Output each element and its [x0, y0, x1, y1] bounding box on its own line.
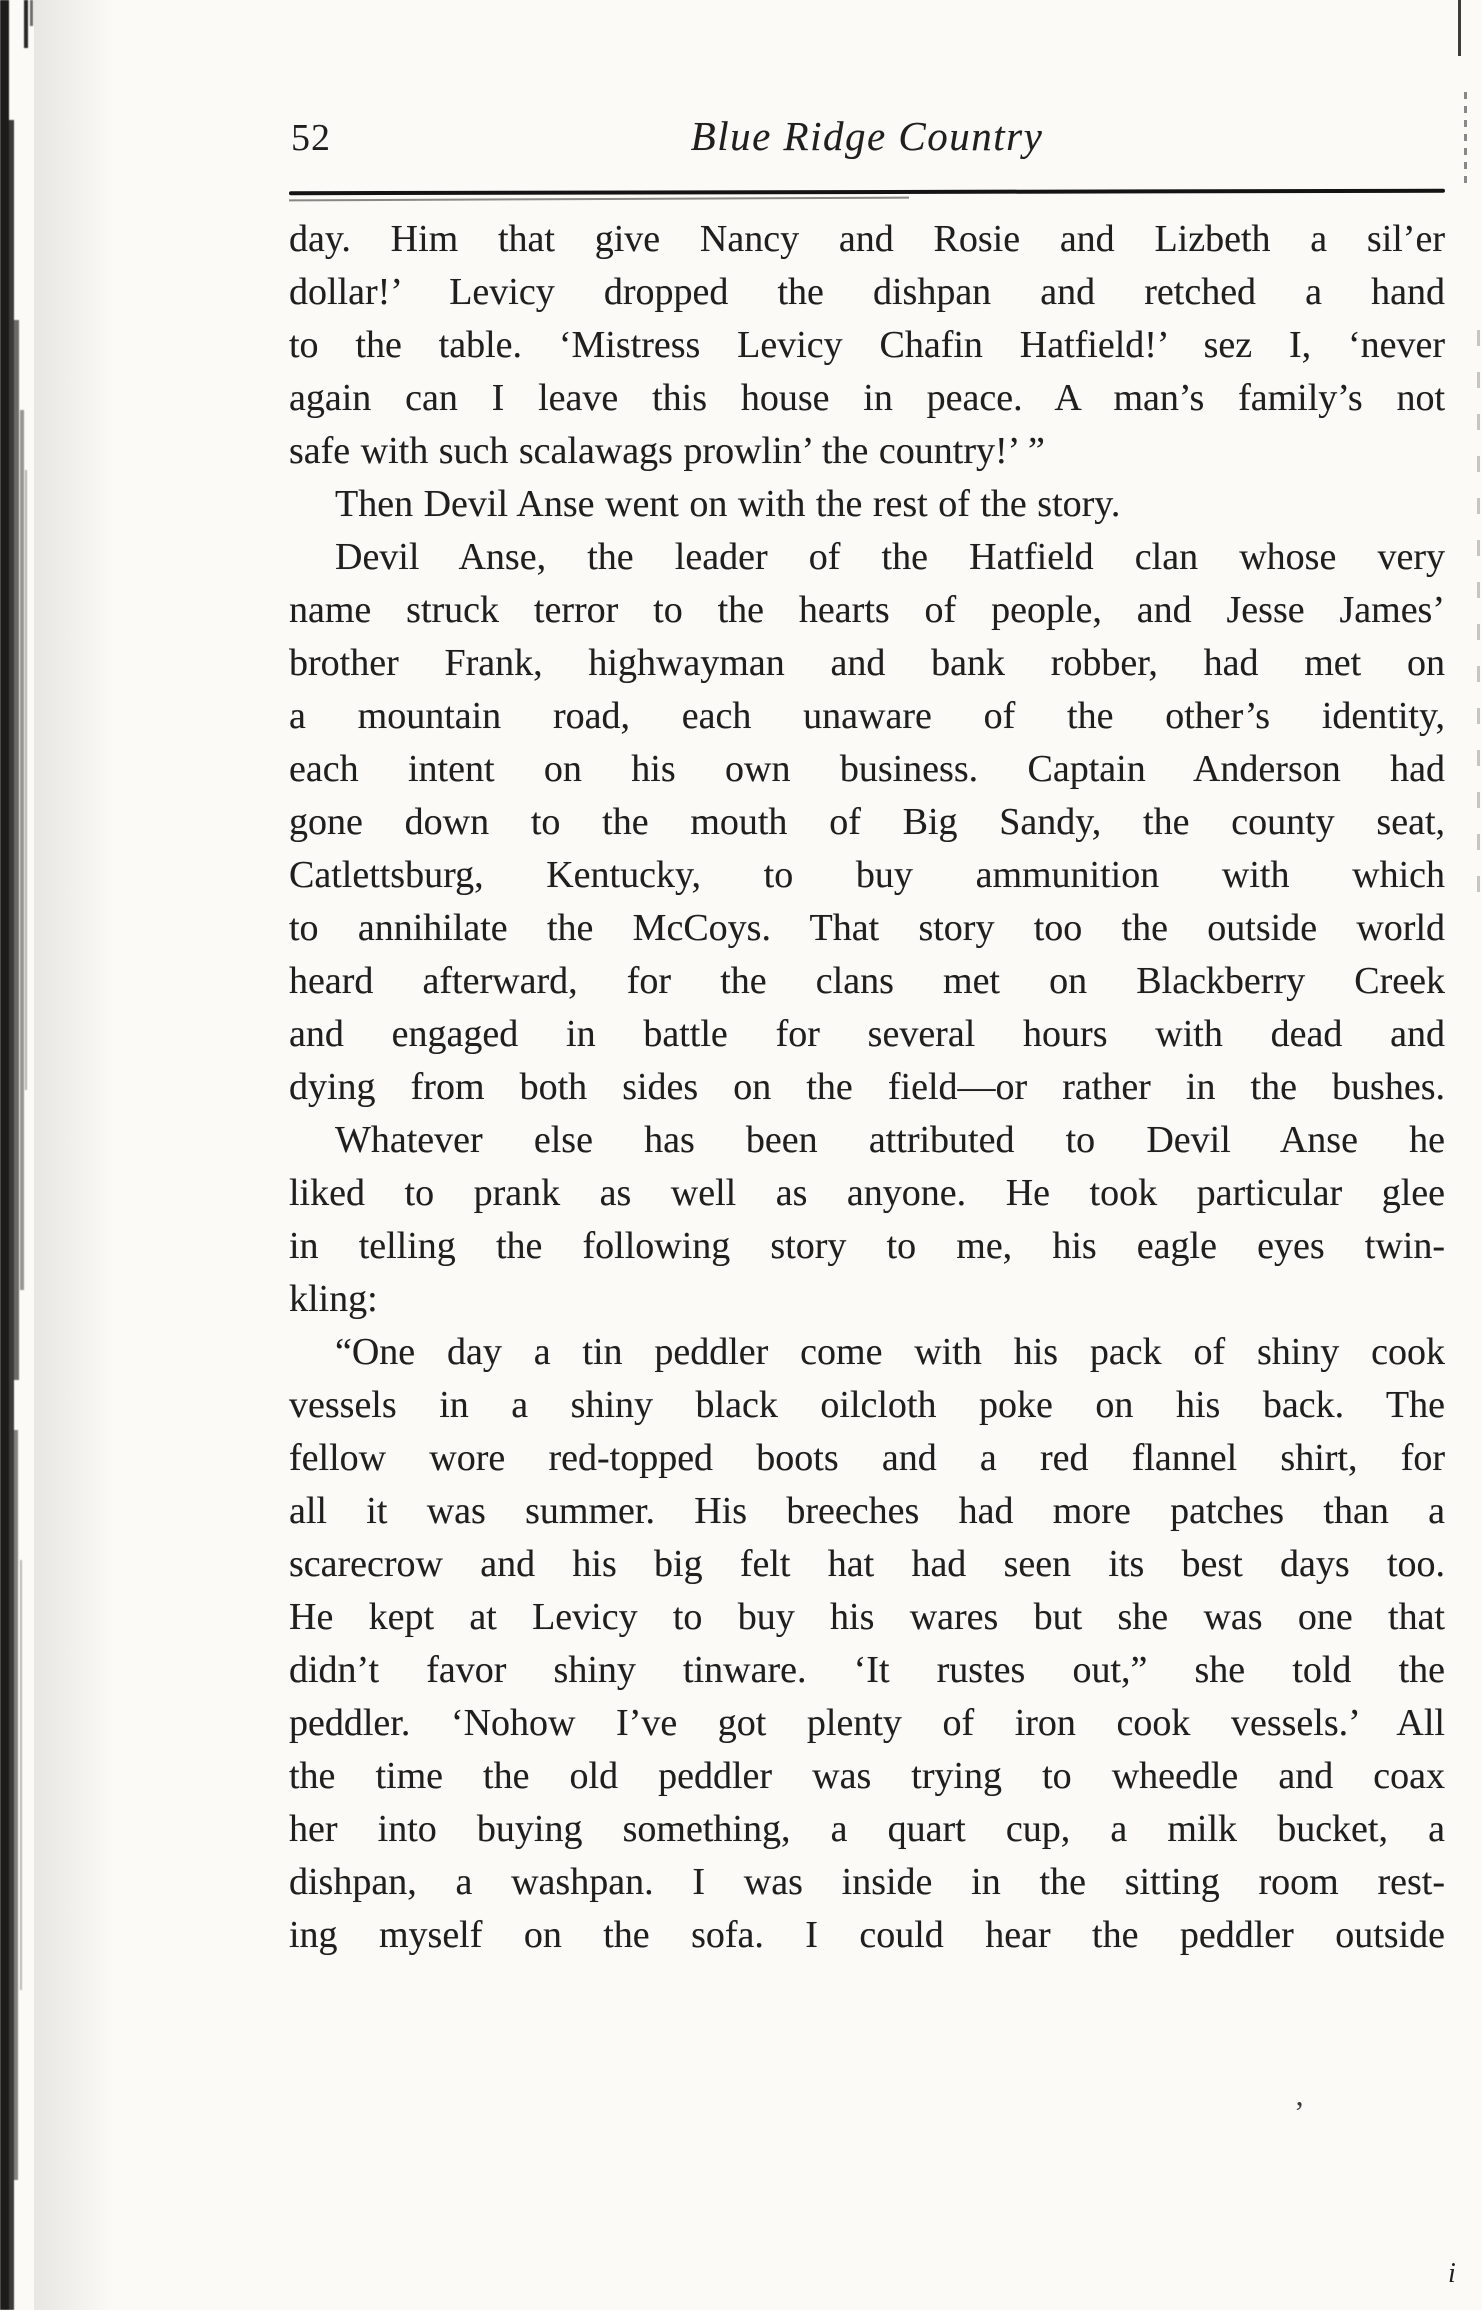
scan-artifact-corner-mark: i [1448, 2258, 1456, 2289]
text-line: all it was summer. His breeches had more patches than a [289, 1490, 1445, 1532]
scan-artifact-top-right-line [1458, 0, 1461, 56]
text-line: Whatever else has been attributed to Devil Anse he [335, 1119, 1445, 1161]
text-line: dollar!’ Levicy dropped the dishpan and retched a hand [289, 271, 1445, 313]
text-line: a mountain road, each unaware of the other’s identity, [289, 695, 1445, 737]
text-line: liked to prank as well as anyone. He took particular glee [289, 1172, 1445, 1214]
header-rule-echo [289, 197, 909, 202]
binding-streak [30, 0, 33, 26]
text-line: didn’t favor shiny tinware. ‘It rustes out,” she told the [289, 1649, 1445, 1691]
text-line: Catlettsburg, Kentucky, to buy ammunition with which [289, 854, 1445, 896]
text-line: gone down to the mouth of Big Sandy, the county seat, [289, 801, 1445, 843]
text-line: again can I leave this house in peace. A man’s family’s not [289, 377, 1445, 419]
binding-streak [0, 0, 9, 2310]
text-line: ing myself on the sofa. I could hear the peddler outside [289, 1914, 1445, 1956]
text-line: He kept at Levicy to buy his wares but she was one that [289, 1596, 1445, 1638]
text-line: brother Frank, highwayman and bank robber, had met on [289, 642, 1445, 684]
text-line: vessels in a shiny black oilcloth poke on his back. The [289, 1384, 1445, 1426]
page-header [289, 112, 1445, 164]
text-line: each intent on his own business. Captain Anderson had [289, 748, 1445, 790]
text-line: Devil Anse, the leader of the Hatfield clan whose very [335, 536, 1445, 578]
scan-artifact-dotted-line [1464, 92, 1467, 184]
text-line: the time the old peddler was trying to wheedle and coax [289, 1755, 1445, 1797]
binding-streak [14, 320, 19, 1380]
binding-streak [24, 0, 28, 48]
text-line: to the table. ‘Mistress Levicy Chafin Hatfield!’ sez I, ‘never [289, 324, 1445, 366]
text-line: in telling the following story to me, his eagle eyes twin- [289, 1225, 1445, 1267]
text-line: Then Devil Anse went on with the rest of the story. [335, 483, 1121, 525]
running-title: Blue Ridge Country [690, 113, 1044, 159]
binding-shadow [34, 0, 114, 2310]
text-line: name struck terror to the hearts of people, and Jesse James’ [289, 589, 1445, 631]
binding-streak [25, 470, 27, 1090]
text-line: dishpan, a washpan. I was inside in the sitting room rest- [289, 1861, 1445, 1903]
text-line: heard afterward, for the clans met on Blackberry Creek [289, 960, 1445, 1002]
text-line: her into buying something, a quart cup, a milk bucket, a [289, 1808, 1445, 1850]
scan-artifact-edge-dashes [1477, 330, 1480, 900]
binding-streak [20, 1560, 22, 1990]
page-number: 52 [291, 117, 331, 159]
header-rule [289, 189, 1445, 195]
body-text [289, 213, 1445, 1962]
text-line: day. Him that give Nancy and Rosie and Lizbeth a sil’er [289, 218, 1445, 260]
text-line: “One day a tin peddler come with his pack of shiny cook [335, 1331, 1445, 1373]
text-line: and engaged in battle for several hours with dead and [289, 1013, 1445, 1055]
text-line: dying from both sides on the field—or rather in the bushes. [289, 1066, 1445, 1108]
text-line: kling: [289, 1278, 378, 1320]
binding-streak [20, 410, 24, 1290]
text-line: safe with such scalawags prowlin’ the country!’ ” [289, 430, 1045, 472]
text-line: to annihilate the McCoys. That story too the outside world [289, 907, 1445, 949]
text-line: fellow wore red-topped boots and a red flannel shirt, for [289, 1437, 1445, 1479]
scan-artifact-stray-mark: ’ [1294, 2094, 1305, 2130]
binding-streak [14, 1430, 18, 2180]
text-line: peddler. ‘Nohow I’ve got plenty of iron cook vessels.’ All [289, 1702, 1445, 1744]
text-line: scarecrow and his big felt hat had seen its best days too. [289, 1543, 1445, 1585]
